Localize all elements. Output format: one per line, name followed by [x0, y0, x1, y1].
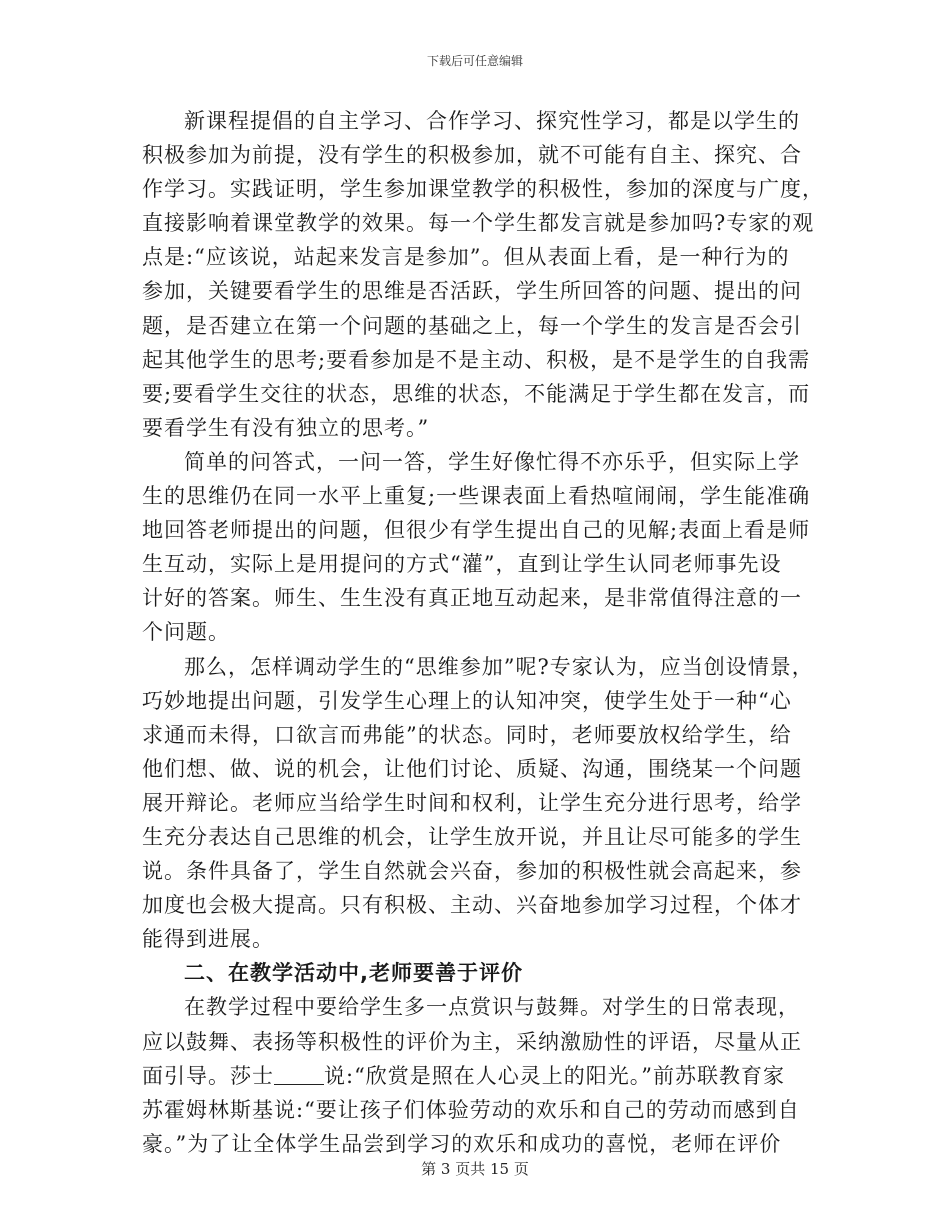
text-line: 地回答老师提出的问题，但很少有学生提出自己的见解;表面上看是师: [142, 518, 811, 543]
text-line: 点是:“应该说，站起来发言是参加”。但从表面上看，是一种行为的: [142, 245, 790, 270]
text-line: 起其他学生的思考;要看参加是不是主动、积极，是不是学生的自我需: [142, 347, 811, 372]
text-line: 要看学生有没有独立的思考。”: [142, 415, 430, 440]
text-line: 新课程提倡的自主学习、合作学习、探究性学习，都是以学生的: [184, 109, 800, 133]
text-line: 说。条件具备了，学生自然就会兴奋，参加的积极性就会高起来，参: [142, 859, 802, 884]
text-line: 求通而未得，口欲言而弗能”的状态。同时，老师要放权给学生，给: [142, 722, 792, 747]
text-line: 积极参加为前提，没有学生的积极参加，就不可能有自主、探究、合: [142, 143, 802, 168]
text-line: 题，是否建立在第一个问题的基础之上，每一个学生的发言是否会引: [142, 313, 802, 338]
text-line: 豪。”为了让全体学生品尝到学习的欢乐和成功的喜悦，老师在评价: [142, 1131, 782, 1156]
text-line: 苏霍姆林斯基说:“要让孩子们体验劳动的欢乐和自己的劳动而感到自: [142, 1097, 800, 1122]
text-line: 巧妙地提出问题，引发学生心理上的认知冲突，使学生处于一种“心: [142, 688, 792, 713]
text-line: 直接影响着课堂教学的效果。每一个学生都发言就是参加吗?专家的观: [142, 211, 815, 236]
text-line: 个问题。: [142, 620, 230, 645]
document-body: [142, 104, 824, 1161]
text-line: 作学习。实践证明，学生参加课堂教学的积极性，参加的深度与广度，: [142, 177, 824, 202]
text-line-with-blank: [142, 1059, 802, 1093]
text-line: 加度也会极大提高。只有积极、主动、兴奋地参加学习过程，个体才: [142, 893, 802, 918]
page-number: 第 3 页共 15 页: [421, 1160, 529, 1178]
page-header: 下载后可任意编辑: [426, 54, 523, 68]
text-line: 简单的问答式，一问一答，学生好像忙得不亦乐乎，但实际上学: [184, 449, 800, 474]
text-line: 生充分表达自己思维的机会，让学生放开说，并且让尽可能多的学生: [142, 824, 802, 849]
text-line: 生互动，实际上是用提问的方式“灌”，直到让学生认同老师事先设: [142, 552, 782, 577]
text-segment: 面引导。莎士: [142, 1063, 274, 1088]
text-line: 能得到进展。: [142, 927, 274, 952]
text-line: 计好的答案。师生、生生没有真正地互动起来，是非常值得注意的一: [142, 586, 802, 611]
section-heading: 二、在教学活动中,老师要善于评价: [184, 961, 523, 986]
text-segment: 说:“欣赏是照在人心灵上的阳光。”前苏联教育家: [324, 1063, 786, 1088]
text-line: 生的思维仍在同一水平上重复;一些课表面上看热喧闹闹，学生能准确: [142, 484, 811, 509]
text-line: 应以鼓舞、表扬等积极性的评价为主，采纳激励性的评语，尽量从正: [142, 1029, 802, 1054]
fill-in-blank: [274, 1064, 324, 1085]
text-line: 要;要看学生交往的状态，思维的状态，不能满足于学生都在发言，而: [142, 381, 811, 406]
text-line: 在教学过程中要给学生多一点赏识与鼓舞。对学生的日常表现，: [184, 995, 800, 1020]
text-line: 参加，关键要看学生的思维是否活跃，学生所回答的问题、提出的问: [142, 279, 802, 304]
text-line: 那么，怎样调动学生的“思维参加”呢?专家认为，应当创设情景，: [184, 654, 814, 679]
text-line: 他们想、做、说的机会，让他们讨论、质疑、沟通，围绕某一个问题: [142, 756, 802, 781]
text-line: 展开辩论。老师应当给学生时间和权利，让学生充分进行思考，给学: [142, 790, 802, 815]
